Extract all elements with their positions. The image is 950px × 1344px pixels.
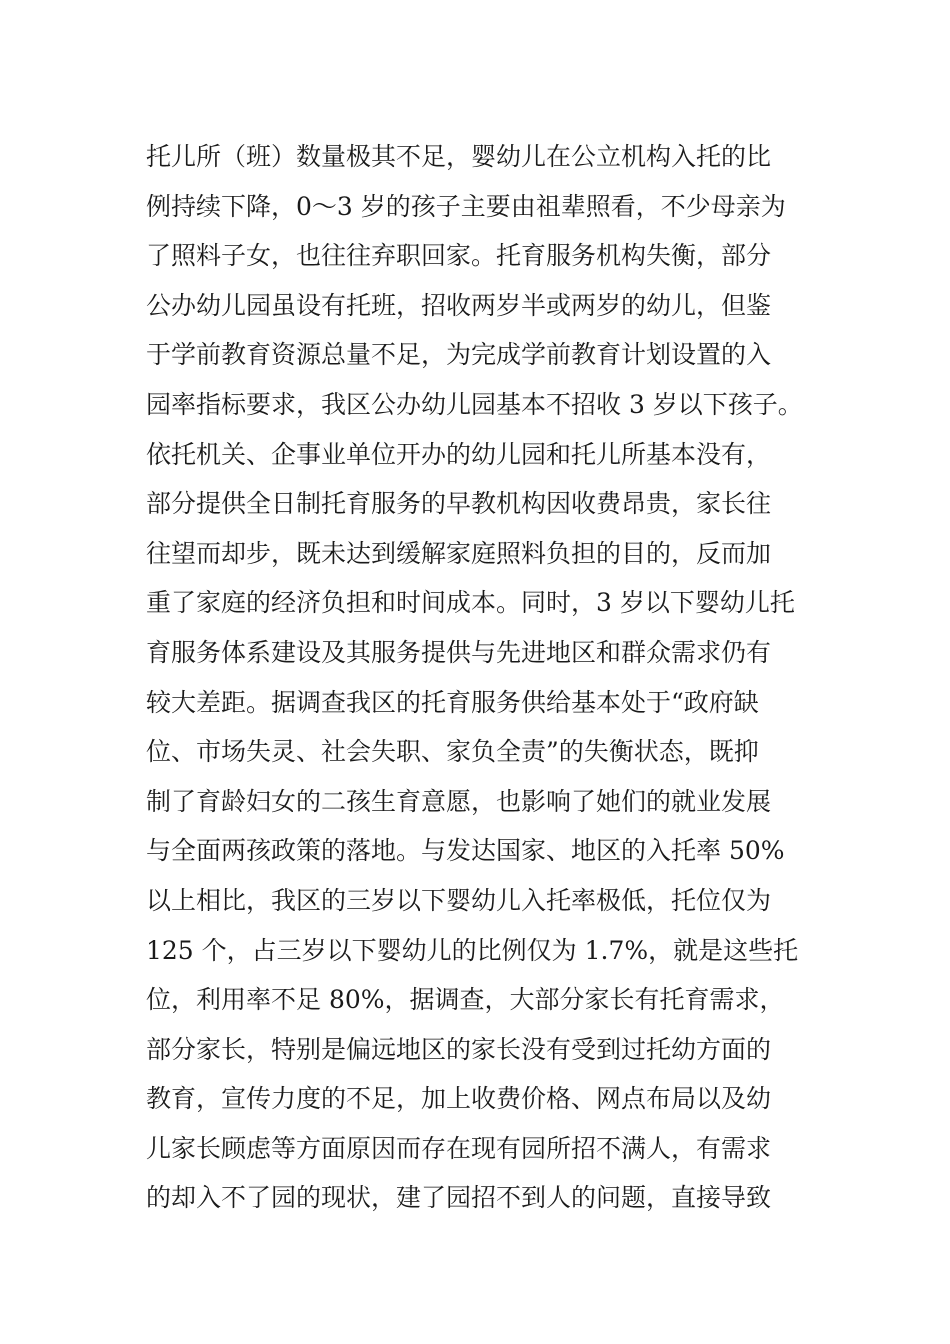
text-line: 较大差距。据调查我区的托育服务供给基本处于“政府缺 <box>146 687 759 717</box>
text-line: 例持续下降，0～3 岁的孩子主要由祖辈照看，不少母亲为 <box>146 191 786 221</box>
text-line: 制了育龄妇女的二孩生育意愿，也影响了她们的就业发展 <box>146 786 772 816</box>
text-line: 125 个，占三岁以下婴幼儿的比例仅为 1.7%，就是这些托 <box>146 935 799 965</box>
text-line: 依托机关、企事业单位开办的幼儿园和托儿所基本没有， <box>146 439 772 469</box>
text-line: 往望而却步，既未达到缓解家庭照料负担的目的，反而加 <box>146 538 772 568</box>
text-line: 位、市场失灵、社会失职、家负全责”的失衡状态，既抑 <box>146 737 759 767</box>
text-line: 于学前教育资源总量不足，为完成学前教育计划设置的入 <box>146 340 772 370</box>
text-line: 园率指标要求，我区公办幼儿园基本不招收 3 岁以下孩子。 <box>146 389 803 419</box>
body-paragraph <box>146 132 846 1223</box>
text-line: 与全面两孩政策的落地。与发达国家、地区的入托率 50% <box>146 836 785 866</box>
text-line: 育服务体系建设及其服务提供与先进地区和群众需求仍有 <box>146 637 772 667</box>
text-line: 儿家长顾虑等方面原因而存在现有园所招不满人，有需求 <box>146 1133 772 1163</box>
text-line: 以上相比，我区的三岁以下婴幼儿入托率极低，托位仅为 <box>146 885 772 915</box>
text-line: 了照料子女，也往往弃职回家。托育服务机构失衡，部分 <box>146 241 772 271</box>
text-line: 的却入不了园的现状，建了园招不到人的问题，直接导致 <box>146 1183 772 1213</box>
text-line: 部分提供全日制托育服务的早教机构因收费昂贵，家长往 <box>146 489 772 519</box>
text-line: 公办幼儿园虽设有托班，招收两岁半或两岁的幼儿，但鉴 <box>146 290 772 320</box>
text-line: 重了家庭的经济负担和时间成本。同时，3 岁以下婴幼儿托 <box>146 588 795 618</box>
text-line: 教育，宣传力度的不足，加上收费价格、网点布局以及幼 <box>146 1084 772 1114</box>
text-line: 托儿所（班）数量极其不足，婴幼儿在公立机构入托的比 <box>146 142 772 171</box>
text-line: 位，利用率不足 80%，据调查，大部分家长有托育需求， <box>146 985 785 1015</box>
text-line: 部分家长，特别是偏远地区的家长没有受到过托幼方面的 <box>146 1034 772 1064</box>
